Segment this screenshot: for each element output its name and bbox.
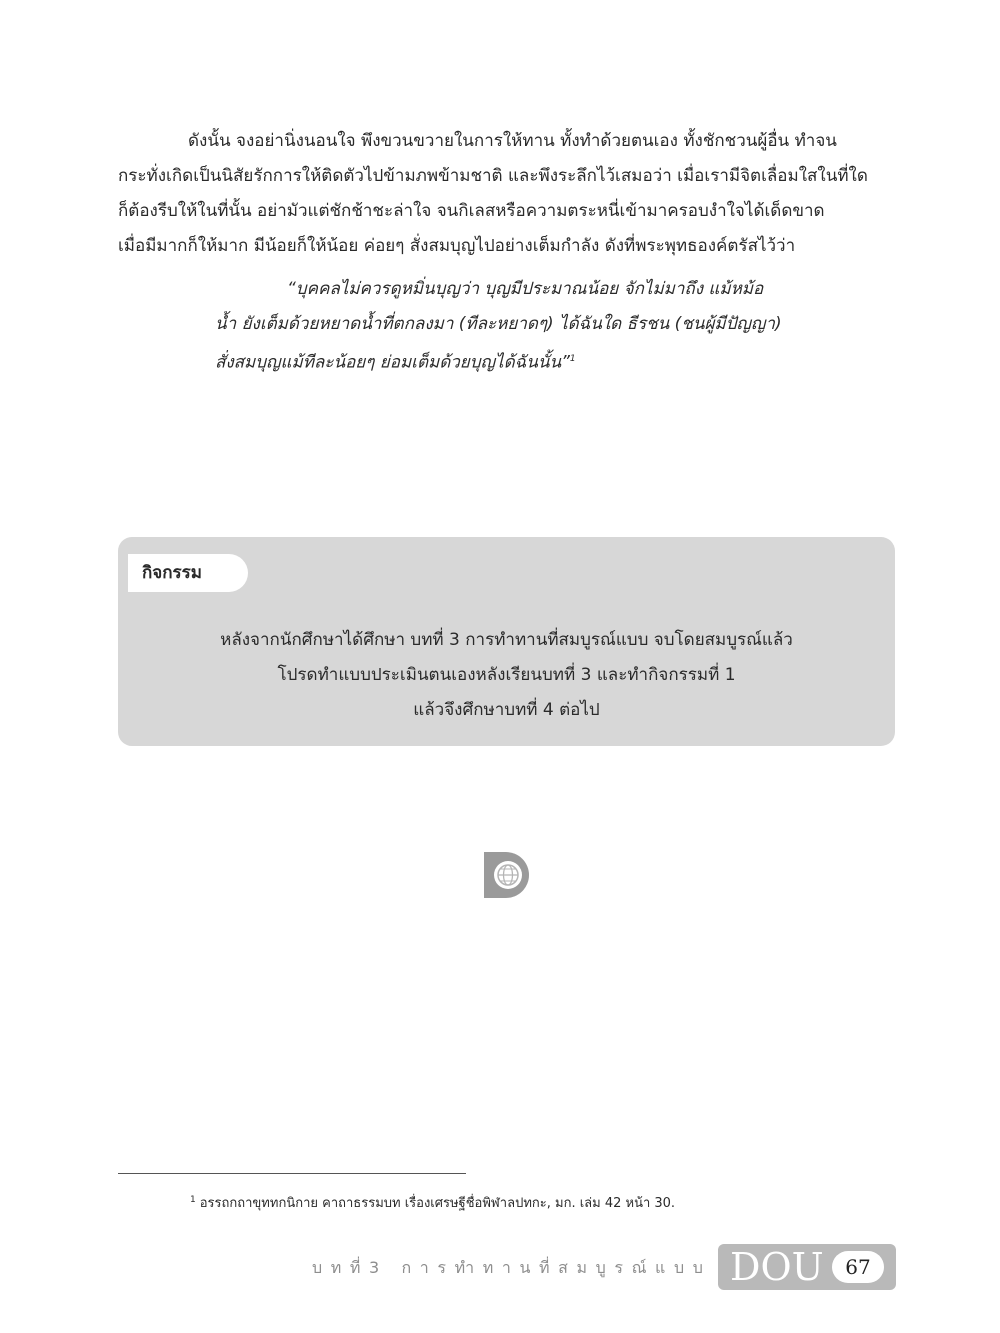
footnote-text: อรรถกถาขุททกนิกาย คาถาธรรมบท เรื่องเศรษฐีชื่อพิฬาลปทกะ, มก. เล่ม 42 หน้า 30. (199, 1196, 676, 1211)
page-number: 67 (832, 1251, 884, 1283)
activity-instructions (118, 623, 895, 728)
footnote-reference: 1 (569, 354, 576, 364)
quote-line: น้ำ ยังเต็มด้วยหยาดน้ำที่ตกลงมา (ทีละหยาดๆ) ได้ฉันใด ธีรชน (ชนผู้มีปัญญา) (215, 314, 782, 334)
scripture-quote (215, 272, 815, 381)
running-chapter-title: บทที่3 การทำทานที่สมบูรณ์แบบ (312, 1258, 712, 1277)
dou-logo-icon (484, 852, 532, 898)
quote-line: สั่งสมบุญแม้ทีละน้อยๆ ย่อมเต็มด้วยบุญได้ฉันนั้น” (215, 352, 570, 373)
quote-line: “บุคคลไม่ควรดูหมิ่นบุญว่า บุญมีประมาณน้อย จักไม่มาถึง แม้หม้อ (287, 279, 764, 299)
badge-label: DOU (730, 1245, 824, 1289)
paragraph-line: เมื่อมีมากก็ให้มาก มีน้อยก็ให้น้อย ค่อยๆ สั่งสมบุญไปอย่างเต็มกำลัง ดังที่พระพุทธองค์ตรัสไว้ว่า (118, 236, 796, 256)
activity-line: โปรดทำแบบประเมินตนเองหลังเรียนบทที่ 3 และทำกิจกรรมที่ 1 (277, 665, 736, 685)
footnote-divider (118, 1173, 466, 1174)
footnote (190, 1192, 675, 1213)
paragraph-line: ก็ต้องรีบให้ในที่นั้น อย่ามัวแต่ชักช้าชะล่าใจ จนกิเลสหรือความตระหนี่เข้ามาครอบงำใจได้เด็ดขาด (118, 201, 825, 221)
footnote-number: 1 (190, 1194, 196, 1205)
body-paragraph (118, 124, 896, 264)
page-badge (718, 1244, 896, 1290)
activity-box (118, 537, 895, 746)
paragraph-line: ดังนั้น จงอย่านิ่งนอนใจ พึงขวนขวายในการให้ทาน ทั้งทำด้วยตนเอง ทั้งชักชวนผู้อื่น ทำจน (188, 131, 837, 151)
activity-line: แล้วจึงศึกษาบทที่ 4 ต่อไป (413, 700, 600, 720)
activity-line: หลังจากนักศึกษาได้ศึกษา บทที่ 3 การทำทานที่สมบูรณ์แบบ จบโดยสมบูรณ์แล้ว (220, 630, 793, 650)
paragraph-line: กระทั่งเกิดเป็นนิสัยรักการให้ติดตัวไปข้ามภพข้ามชาติ และพึงระลึกไว้เสมอว่า เมื่อเรามีจิตเลื่อมใสในที่ใด (118, 166, 868, 186)
activity-title-tab: กิจกรรม (128, 554, 248, 592)
